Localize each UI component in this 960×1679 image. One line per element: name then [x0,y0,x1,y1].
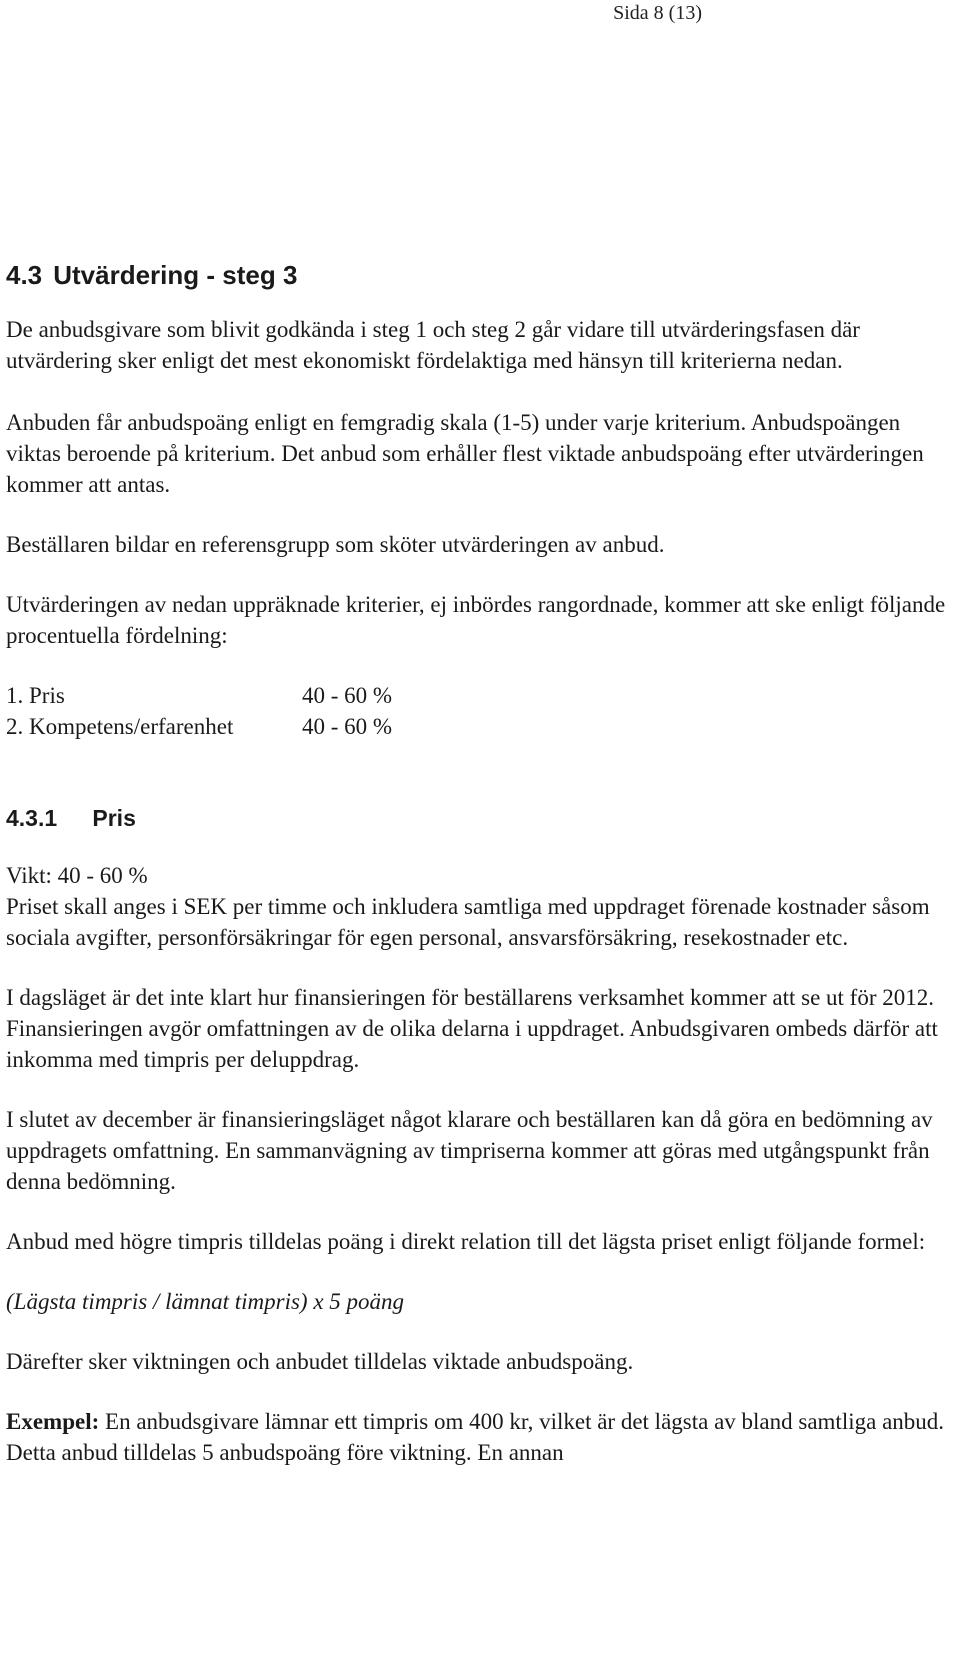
section-title: Utvärdering - steg 3 [53,260,298,290]
paragraph-financing: I dagsläget är det inte klart hur finansieringen för beställarens verksamhet kommer att se ut för 2012. Finansieringen avgör omfattningen av de olika delarna i uppdraget. Anbudsgivaren ombeds därför att inkomma med timpris per deluppdrag. [6,985,938,1072]
price-definition: Priset skall anges i SEK per timme och inkludera samtliga med uppdraget förenade kostnader såsom sociala avgifter, personförsäkringar för egen personal, ansvarsförsäkring, resekostnader etc. [6,894,930,950]
section-heading [6,258,956,292]
paragraph-december: I slutet av december är finansieringsläget något klarare och beställaren kan då göra en bedömning av uppdragets omfattning. En sammanvägning av timpriserna kommer att göras med utgångspunkt från denna bedömning. [6,1107,933,1194]
paragraph-weighting: Därefter sker viktningen och anbudet tilldelas viktade anbudspoäng. [6,1349,634,1374]
intro-paragraph: De anbudsgivare som blivit godkända i steg 1 och steg 2 går vidare till utvärderingsfasen där utvärdering sker enligt det mest ekonomiskt fördelaktiga med hänsyn till kriterierna nedan. [6,317,860,373]
body-text [6,407,956,742]
page-number: Sida 8 (13) [613,2,702,24]
weight-line: Vikt: 40 - 60 % [6,863,148,888]
example-label: Exempel: [6,1409,100,1434]
price-formula: (Lägsta timpris / lämnat timpris) x 5 poäng [6,1289,405,1314]
criteria-label: 2. Kompetens/erfarenhet [6,714,234,739]
subsection-body [6,860,956,1468]
page-content [6,258,956,1497]
paragraph-distribution: Utvärderingen av nedan uppräknade kriterier, ej inbördes rangordnade, kommer att ske enligt följande procentuella fördelning: [6,592,946,648]
criteria-row [6,711,956,742]
example-text: En anbudsgivare lämnar ett timpris om 400 kr, vilket är det lägsta av bland samtliga anbud. Detta anbud tilldelas 5 anbudspoäng före viktning. En annan [6,1409,945,1465]
paragraph-formula-intro: Anbud med högre timpris tilldelas poäng i direkt relation till det lägsta priset enligt följande formel: [6,1229,926,1254]
criteria-label: 1. Pris [6,683,65,708]
subsection-heading [6,802,956,834]
subsection-number: 4.3.1 [6,805,58,831]
paragraph-reference-group: Beställaren bildar en referensgrupp som sköter utvärderingen av anbud. [6,532,665,557]
paragraph-price-weight [6,860,956,953]
subsection-title: Pris [92,805,136,831]
criteria-weight: 40 - 60 % [302,714,393,739]
paragraph-scoring: Anbuden får anbudspoäng enligt en femgradig skala (1-5) under varje kriterium. Anbudspoängen viktas beroende på kriterium. Det anbud som erhåller flest viktade anbudspoäng efter utvärderingen kommer att antas. [6,410,924,497]
criteria-weight: 40 - 60 % [302,683,393,708]
section-number: 4.3 [6,260,43,290]
criteria-row [6,680,956,711]
paragraph-example [6,1406,956,1468]
criteria-list [6,680,956,742]
